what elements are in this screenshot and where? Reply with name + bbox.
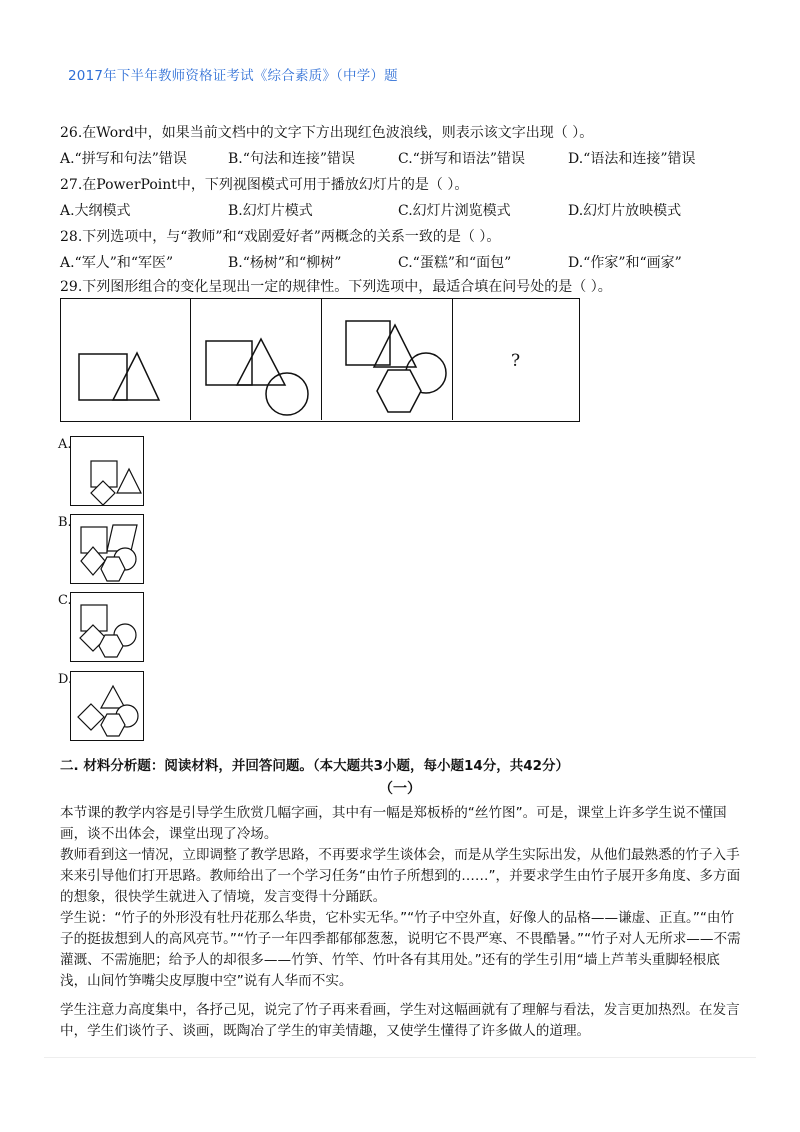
q28-option-b: B.“杨树”和“柳树” bbox=[228, 255, 342, 271]
choice-d-shapes bbox=[71, 672, 145, 742]
page-header-title: 2017年下半年教师资格证考试《综合素质》（中学）题 bbox=[68, 68, 398, 84]
figure-cell-4 bbox=[453, 299, 579, 420]
figure-cell-3 bbox=[322, 299, 453, 420]
question-26-stem: 26.在Word中，如果当前文档中的文字下方出现红色波浪线，则表示该文字出现（ ）。 bbox=[60, 125, 594, 141]
triangle-shape bbox=[101, 686, 125, 708]
footer-divider bbox=[44, 1057, 756, 1058]
square-shape bbox=[79, 354, 127, 400]
q27-option-d: D.幻灯片放映模式 bbox=[568, 203, 682, 219]
hexagon-shape bbox=[101, 557, 125, 581]
choice-c-figure[interactable] bbox=[70, 592, 144, 662]
choice-c-shapes bbox=[71, 593, 145, 663]
hexagon-shape bbox=[101, 714, 125, 736]
choice-b-shapes bbox=[71, 515, 145, 585]
q27-option-c: C.幻灯片浏览模式 bbox=[398, 203, 511, 219]
q26-option-c: C.“拼写和语法”错误 bbox=[398, 151, 525, 167]
choice-d-figure[interactable] bbox=[70, 671, 144, 741]
q26-option-d: D.“语法和连接”错误 bbox=[568, 151, 696, 167]
q28-option-a: A.“军人”和“军医” bbox=[60, 255, 174, 271]
choice-a-label: A. bbox=[58, 437, 72, 452]
choice-a-shapes bbox=[71, 437, 145, 507]
choice-d-label: D. bbox=[58, 672, 73, 687]
figure-cell-1 bbox=[61, 299, 191, 420]
choice-c-label: C. bbox=[58, 593, 72, 608]
hexagon-shape bbox=[99, 635, 123, 657]
material-paragraph-3: 学生说：“竹子的外形没有牡丹花那么华贵，它朴实无华。”“竹子中空外直，好像人的品格——谦虚、正直。”“由竹子的挺拔想到人的高风亮节。”“竹子一年四季都郁郁葱葱，说明它不畏严寒、不畏酷暑。”“竹子对人无所求——不需灌溉、不需施肥；给予人的却很多——竹笋、竹竿、竹叶各有其用处。”还有的学生引用“墙上芦苇头重脚轻根底浅，山间竹笋嘴尖皮厚腹中空”说有人华而不实。 bbox=[60, 910, 741, 989]
diamond-shape bbox=[78, 704, 104, 730]
diamond-shape bbox=[91, 481, 115, 505]
q28-option-d: D.“作家”和“画家” bbox=[568, 255, 682, 271]
hexagon-shape bbox=[377, 370, 421, 412]
question-29-stem: 29.下列图形组合的变化呈现出一定的规律性。下列选项中，最适合填在问号处的是（ ）。 bbox=[60, 279, 612, 295]
triangle-shape bbox=[113, 353, 159, 400]
q28-option-c: C.“蛋糕”和“面包” bbox=[398, 255, 512, 271]
square-shape bbox=[346, 321, 390, 365]
q27-option-a: A.大纲模式 bbox=[60, 203, 131, 219]
material-paragraph-2: 教师看到这一情况，立即调整了教学思路，不再要求学生谈体会，而是从学生实际出发，从他们最熟悉的竹子入手来来引导他们打开思路。教师给出了一个学习任务“由竹子所想到的……”，并要求学生由竹子展开多角度、多方面的想象，很快学生就进入了情境，发言变得十分踊跃。 bbox=[60, 847, 741, 905]
choice-a-figure[interactable] bbox=[70, 436, 144, 506]
circle-shape bbox=[266, 373, 308, 415]
choice-b-figure[interactable] bbox=[70, 514, 144, 584]
triangle-shape bbox=[237, 339, 285, 385]
material-paragraph-4: 学生注意力高度集中，各抒己见，说完了竹子再来看画，学生对这幅画就有了理解与看法，发言更加热烈。在发言中，学生们谈竹子、谈画，既陶冶了学生的审美情趣，又使学生懂得了许多做人的道理。 bbox=[60, 1002, 740, 1039]
material-paragraph-1: 本节课的教学内容是引导学生欣赏几幅字画，其中有一幅是郑板桥的“丝竹图”。可是，课堂上许多学生说不懂国画，谈不出体会，课堂出现了冷场。 bbox=[60, 805, 727, 842]
question-mark: ? bbox=[511, 351, 521, 371]
figure-3-shapes bbox=[322, 299, 453, 420]
triangle-shape bbox=[117, 469, 141, 493]
square-shape bbox=[206, 341, 252, 385]
section-2-subtitle: （一） bbox=[379, 781, 421, 797]
q26-option-a: A.“拼写和句法”错误 bbox=[60, 151, 187, 167]
question-27-stem: 27.在PowerPoint中，下列视图模式可用于播放幻灯片的是（ ）。 bbox=[60, 177, 469, 193]
q27-option-b: B.幻灯片模式 bbox=[228, 203, 313, 219]
figure-1-shapes bbox=[61, 299, 191, 420]
figure-sequence bbox=[60, 298, 580, 422]
figure-2-shapes bbox=[191, 299, 322, 420]
q26-option-b: B.“句法和连接”错误 bbox=[228, 151, 356, 167]
choice-b-label: B. bbox=[58, 515, 72, 530]
question-28-stem: 28.下列选项中，与“教师”和“戏剧爱好者”两概念的关系一致的是（ ）。 bbox=[60, 229, 501, 245]
section-2-title: 二. 材料分析题：阅读材料，并回答问题。（本大题共3小题，每小题14分，共42分） bbox=[60, 758, 570, 774]
parallelogram-shape bbox=[107, 525, 137, 551]
figure-cell-2 bbox=[191, 299, 322, 420]
